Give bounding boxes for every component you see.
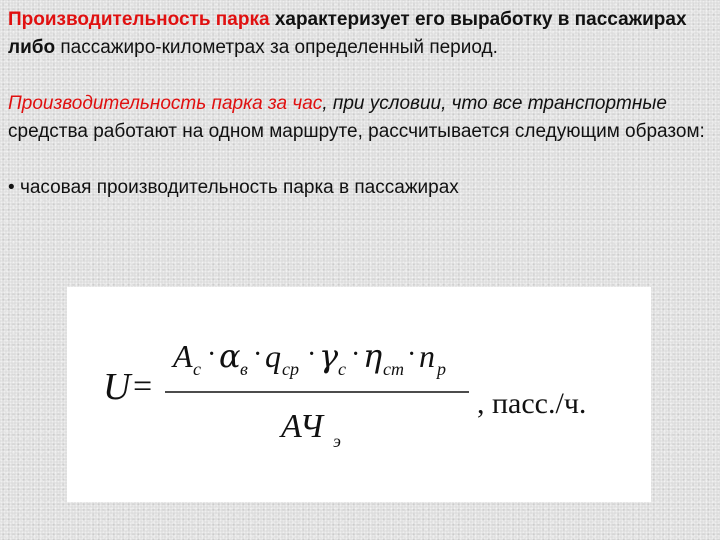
formula-dot: · [207, 339, 217, 370]
condition-italic-part: , при условии, что все транспортные [322, 93, 667, 114]
formula-alpha-sub: в [240, 359, 248, 379]
bullet-text: часовая производительность парка в пассажирах [19, 177, 459, 198]
formula-image [67, 287, 651, 502]
formula-A: A [173, 338, 193, 374]
formula-gamma-sub: c [338, 359, 346, 379]
formula-A-sub: c [193, 359, 201, 379]
formula-dot: · [253, 339, 263, 370]
term-fleet-productivity: Производительность парка [8, 9, 270, 30]
definition-rest: пассажиро-километрах за определенный период. [60, 37, 498, 58]
condition-rest: средства работают на одном маршруте, рассчитывается следующим образом: [8, 121, 705, 142]
definition-bold-part: характеризует его выработку в пассажирах либо [8, 9, 687, 58]
formula-n: n [419, 338, 435, 374]
formula-dot: · [307, 339, 317, 370]
formula-dot: · [351, 339, 361, 370]
formula-eta-sub: ст [383, 359, 404, 379]
paragraph-hourly-productivity [8, 90, 708, 146]
formula-equals: = [133, 368, 153, 405]
bullet-marker: • [8, 177, 15, 198]
formula-gamma: γ [319, 337, 339, 375]
bullet-item [8, 174, 708, 202]
slide-text [8, 6, 708, 202]
formula-q-sub: ср [282, 359, 299, 379]
paragraph-productivity-definition [8, 6, 708, 62]
formula-eta: η [363, 337, 383, 375]
formula-n-sub: р [437, 359, 446, 379]
term-hourly-productivity: Производительность парка за час [8, 93, 323, 114]
formula-svg [67, 287, 651, 502]
formula-dot: · [407, 339, 417, 370]
formula-unit: , пасс./ч. [477, 387, 587, 420]
formula-alpha: α [219, 337, 241, 375]
formula-lhs: U [103, 366, 131, 408]
formula-denominator: АЧ [281, 408, 324, 445]
formula-denominator-sub: э [333, 431, 341, 451]
formula-q: q [265, 338, 281, 374]
